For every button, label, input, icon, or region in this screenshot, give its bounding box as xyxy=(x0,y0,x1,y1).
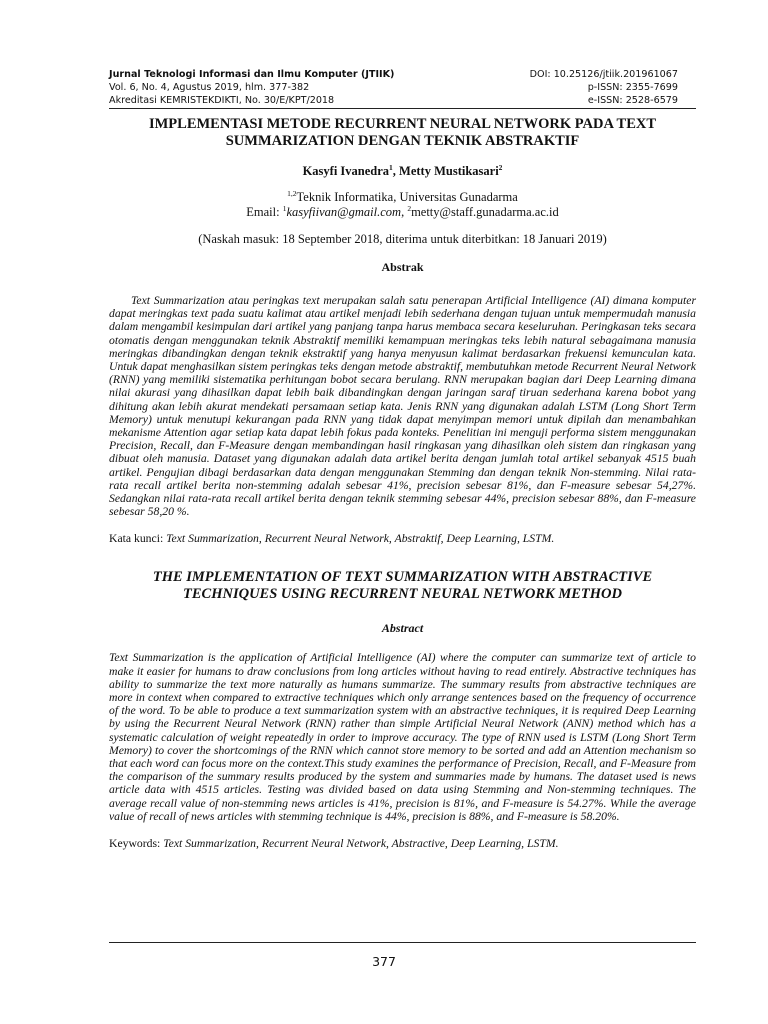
e-issn: e-ISSN: 2528-6579 xyxy=(587,95,678,106)
title-english xyxy=(109,569,696,603)
author-separator: , xyxy=(392,164,400,178)
email-2[interactable]: metty@staff.gunadarma.ac.id xyxy=(411,205,559,219)
affiliation-sup: 1,2 xyxy=(287,188,297,198)
email-label: Email: xyxy=(246,205,283,219)
received-dates: (Naskah masuk: 18 September 2018, diterima untuk diterbitkan: 18 Januari 2019) xyxy=(198,232,607,246)
p-issn: p-ISSN: 2355-7699 xyxy=(587,82,678,93)
title-en-line-2: TECHNIQUES USING RECURRENT NEURAL NETWORK METHOD xyxy=(183,586,622,603)
title-indonesian xyxy=(109,116,696,150)
authors xyxy=(109,164,696,179)
abstrak-text: Text Summarization atau peringkas text merupakan salah satu penerapan Artificial Intelligence (AI) dimana komputer dapat meringkas text pada suatu kalimat atau artikel menjadi lebih sederhana dengan tujuan untuk mempermudah manusia dalam mengambil kesimpulan dari artikel yang panjang tanpa harus membaca secara keseluruhan. Peringkasan teks secara otomatis dengan menggunakan teknik Abstraktif memiliki kemampuan meringkas teks lebih natural sebagaimana manusia meringkas dibandingkan dengan teknik ekstraktif yang hanya menyusun kalimat berdasarkan frekuensi kemunculan kata. Untuk dapat menghasilkan sistem peringkas teks dengan metode abstraktif, membutuhkan metode Recurrent Neural Network (RNN) yang memiliki sistematika perhitungan bobot secara berulang. RNN merupakan bagian dari Deep Learning dimana nilai akurasi yang dihasilkan dapat lebih baik dibandingkan dengan jaringan saraf tiruan sederhana karena bobot yang dihitung akan lebih akurat mendekati persamaan setiap kata. Jenis RNN yang digunakan adalah LSTM (Long Short Term Memory) untuk menutupi kekurangan pada RNN yang tidak dapat menyimpan memori untuk dipilah dan menambahkan mekanisme Attention agar setiap kata dapat lebih fokus pada konteks. Penelitian ini menguji performa sistem menggunakan Precision, Recall, dan F-Measure dengan membandingan hasil ringkasan yang dihasilkan oleh sistem dan ringkasan yang dibuat oleh manusia. Dataset yang digunakan adalah data artikel berita dengan jumlah total artikel sebanyak 4515 buah artikel. Pengujian dibagi berdasarkan data dengan menggunakan Stemming dan dengan teknik Non-stemming. Nilai rata-rata recall artikel berita non-stemming adalah sebesar 41%, precision sebesar 81%, dan F-measure sebesar 54,27%. Sedangkan nilai rata-rata recall artikel berita dengan teknik stemming sebesar 44%, precision sebesar 88%, dan F-measure sebesar 58,20 %. xyxy=(109,294,696,519)
keywords-label: Keywords xyxy=(109,837,158,851)
kata-kunci-text: Text Summarization, Recurrent Neural Network, Abstraktif, Deep Learning, LSTM. xyxy=(166,532,555,546)
author-1: Kasyfi Ivanedra xyxy=(302,164,390,178)
email-line xyxy=(109,205,696,220)
keywords xyxy=(109,837,696,850)
paper-body xyxy=(109,116,696,850)
abstract-heading: Abstract xyxy=(381,621,424,636)
affiliation-text: Teknik Informatika, Universitas Gunadarma xyxy=(296,190,518,204)
kata-kunci-label: Kata kunci xyxy=(109,532,160,546)
author-2-sup: 2 xyxy=(498,162,503,172)
keywords-separator: : xyxy=(157,837,164,851)
author-2: Metty Mustikasari xyxy=(399,164,499,178)
email-separator: , xyxy=(401,205,408,219)
page-number: 377 xyxy=(372,954,396,969)
title-id-line-2: SUMMARIZATION DENGAN TEKNIK ABSTRAKTIF xyxy=(225,133,580,149)
email-1[interactable]: kasyfiivan@gmail.com xyxy=(286,205,402,219)
abstract-text: Text Summarization is the application of Artificial Intelligence (AI) where the computer can summarize text of article to make it easier for humans to draw conclusions from long articles without having to read entirely. Abstractive techniques has ability to summarize the text more naturally as humans summarize. The summary results from abstractive techniques are more in context when compared to extractive techniques which only arrange sentences based on the frequency of occurrence of the word. To be able to produce a text summarization system with an abstractive techniques, it is required Deep Learning by using the Recurrent Neural Network (RNN) rather than simple Artificial Neural Network (ANN) method which has a systematic calculation of weight repeatedly in order to improve accuracy. The type of RNN used is LSTM (Long Short Term Memory) to cover the shortcomings of the RNN which cannot store memory to be sorted and add an Attention mechanism so that each word can focus more on the context.This study examines the performance of Precision, Recall, and F-Measure from the comparison of the summary results produced by the system and summaries made by humans. The dataset used is news article data with 4515 articles. Testing was divided based on data using Stemming and Non-stemming techniques. The average recall value of non-stemming news articles is 41%, precision is 81%, and F-measure is 54.27%. While the average value of recall of news articles with stemming technique is 44%, precision is 88%, and F-measure is 58.20%. xyxy=(109,651,696,823)
kata-kunci-separator: : xyxy=(159,532,167,546)
email-1-sup: 1 xyxy=(282,203,287,213)
footer-divider xyxy=(109,942,696,943)
journal-header-left xyxy=(109,68,394,107)
journal-volume: Vol. 6, No. 4, Agustus 2019, hlm. 377-382 xyxy=(109,82,310,93)
title-en-line-1: THE IMPLEMENTATION OF TEXT SUMMARIZATION WITH ABSTRACTIVE xyxy=(152,569,653,586)
journal-header-right xyxy=(530,68,678,107)
kata-kunci xyxy=(109,532,696,545)
affiliation xyxy=(109,190,696,205)
doi: DOI: 10.25126/jtiik.201961067 xyxy=(529,69,678,80)
header-divider xyxy=(109,108,696,109)
abstrak-heading: Abstrak xyxy=(381,260,424,274)
keywords-text: Text Summarization, Recurrent Neural Network, Abstractive, Deep Learning, LSTM. xyxy=(163,837,559,851)
title-id-line-1: IMPLEMENTASI METODE RECURRENT NEURAL NETWORK PADA TEXT xyxy=(148,116,657,132)
journal-name: Jurnal Teknologi Informasi dan Ilmu Komputer (JTIIK) xyxy=(109,69,395,80)
journal-accreditation: Akreditasi KEMRISTEKDIKTI, No. 30/E/KPT/2018 xyxy=(109,95,335,106)
email-2-sup: 2 xyxy=(407,203,412,213)
author-1-sup: 1 xyxy=(389,162,393,172)
